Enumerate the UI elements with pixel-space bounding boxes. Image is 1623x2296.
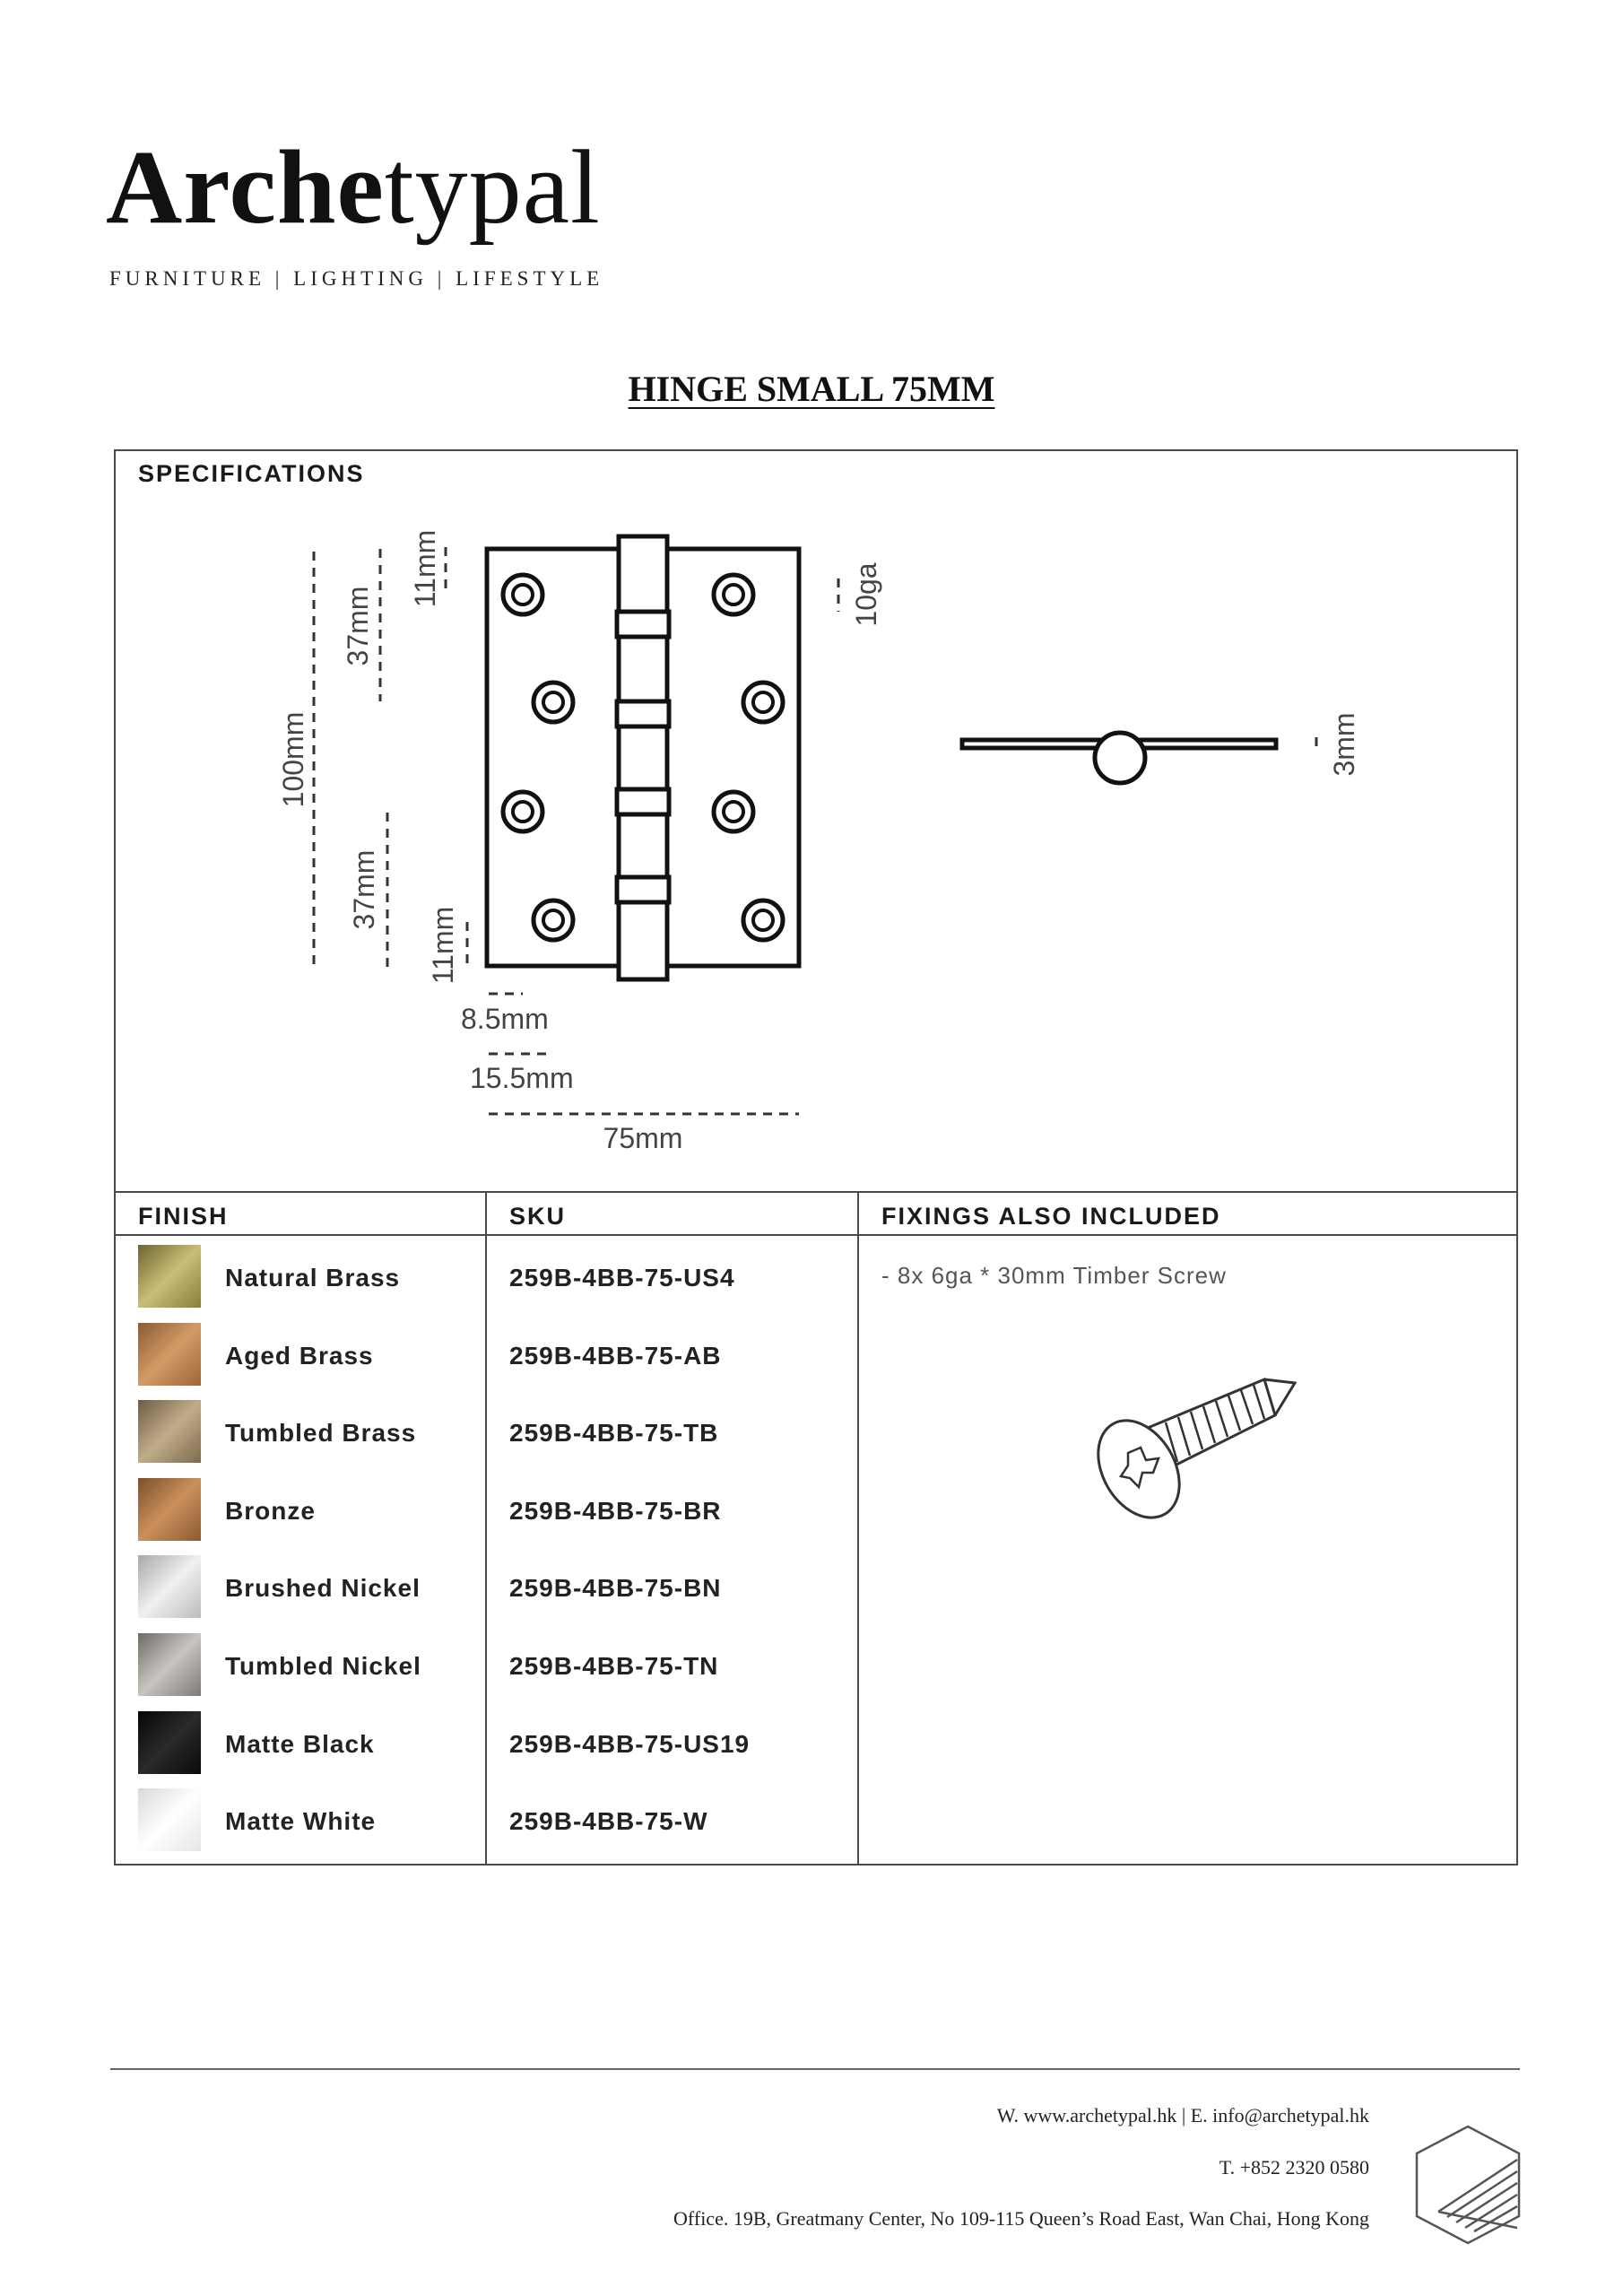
- document-title-text: HINGE SMALL 75MM: [628, 369, 995, 409]
- finish-swatch: [138, 1400, 201, 1463]
- brand-name-bold: Arche: [106, 128, 385, 246]
- finish-sku: 259B-4BB-75-US19: [509, 1730, 751, 1758]
- footer-phone: T. +852 2320 0580: [1219, 2156, 1369, 2179]
- sku-column-header: SKU: [509, 1203, 567, 1230]
- finish-column-header: FINISH: [138, 1203, 229, 1230]
- knuckle-segment: [617, 612, 669, 637]
- document-title: [0, 368, 1623, 410]
- finish-sku: 259B-4BB-75-AB: [509, 1342, 722, 1370]
- dim-bottom-spacing: 37mm: [348, 849, 380, 930]
- brand-emblem-icon: [1411, 2122, 1528, 2248]
- brand-logo: [106, 128, 601, 246]
- table-column-divider: [485, 1191, 487, 1866]
- timber-screw-illustration: [1076, 1363, 1309, 1534]
- table-column-divider: [857, 1191, 859, 1866]
- hinge-knuckle: [619, 536, 667, 979]
- table-header-divider: [114, 1234, 1518, 1236]
- brand-tagline: FURNITURE | LIGHTING | LIFESTYLE: [109, 267, 604, 290]
- finish-name: Tumbled Brass: [225, 1419, 417, 1447]
- footer-contact: W. www.archetypal.hk | E. info@archetypal.hk: [996, 2104, 1369, 2126]
- dim-width: 75mm: [603, 1122, 683, 1154]
- finish-sku: 259B-4BB-75-W: [509, 1807, 708, 1835]
- fixings-column-header: FIXINGS ALSO INCLUDED: [881, 1203, 1221, 1230]
- finish-swatch: [138, 1555, 201, 1618]
- finish-swatch: [138, 1788, 201, 1851]
- hinge-technical-drawing: [114, 484, 1518, 1184]
- footer-office-address: Office. 19B, Greatmany Center, No 109-115 Queen’s Road East, Wan Chai, Hong Kong: [673, 2207, 1369, 2230]
- knuckle-segment: [617, 701, 669, 726]
- finish-name: Matte Black: [225, 1730, 375, 1758]
- specifications-heading: SPECIFICATIONS: [138, 460, 365, 487]
- finish-sku: 259B-4BB-75-BR: [509, 1497, 722, 1525]
- fixings-text: - 8x 6ga * 30mm Timber Screw: [881, 1262, 1227, 1289]
- finish-name: Natural Brass: [225, 1264, 401, 1292]
- finish-sku: 259B-4BB-75-TB: [509, 1419, 719, 1447]
- finish-name: Brushed Nickel: [225, 1574, 421, 1602]
- dim-thickness: 3mm: [1328, 712, 1360, 777]
- dim-total-height: 100mm: [277, 711, 309, 808]
- dim-top-edge: 11mm: [409, 529, 441, 608]
- finish-swatch: [138, 1245, 201, 1308]
- hinge-side-profile: [962, 733, 1276, 783]
- finish-swatch: [138, 1323, 201, 1386]
- finish-name: Matte White: [225, 1807, 377, 1835]
- finish-sku: 259B-4BB-75-BN: [509, 1574, 722, 1602]
- brand-name-regular: typal: [384, 128, 601, 246]
- table-top-divider: [114, 1191, 1518, 1193]
- dim-gauge: 10ga: [850, 562, 882, 627]
- dim-hole-offset-2: 15.5mm: [470, 1062, 574, 1094]
- footer-divider: [110, 2068, 1520, 2070]
- finish-swatch: [138, 1711, 201, 1774]
- finish-name: Aged Brass: [225, 1342, 374, 1370]
- finish-sku: 259B-4BB-75-TN: [509, 1652, 719, 1680]
- finish-swatch: [138, 1633, 201, 1696]
- knuckle-segment: [617, 877, 669, 902]
- finish-name: Bronze: [225, 1497, 316, 1525]
- knuckle-segment: [617, 789, 669, 814]
- dim-hole-offset-1: 8.5mm: [461, 1003, 549, 1035]
- dim-bottom-edge: 11mm: [427, 906, 459, 985]
- dim-top-spacing: 37mm: [342, 586, 374, 666]
- finish-sku: 259B-4BB-75-US4: [509, 1264, 735, 1292]
- finish-swatch: [138, 1478, 201, 1541]
- finish-name: Tumbled Nickel: [225, 1652, 421, 1680]
